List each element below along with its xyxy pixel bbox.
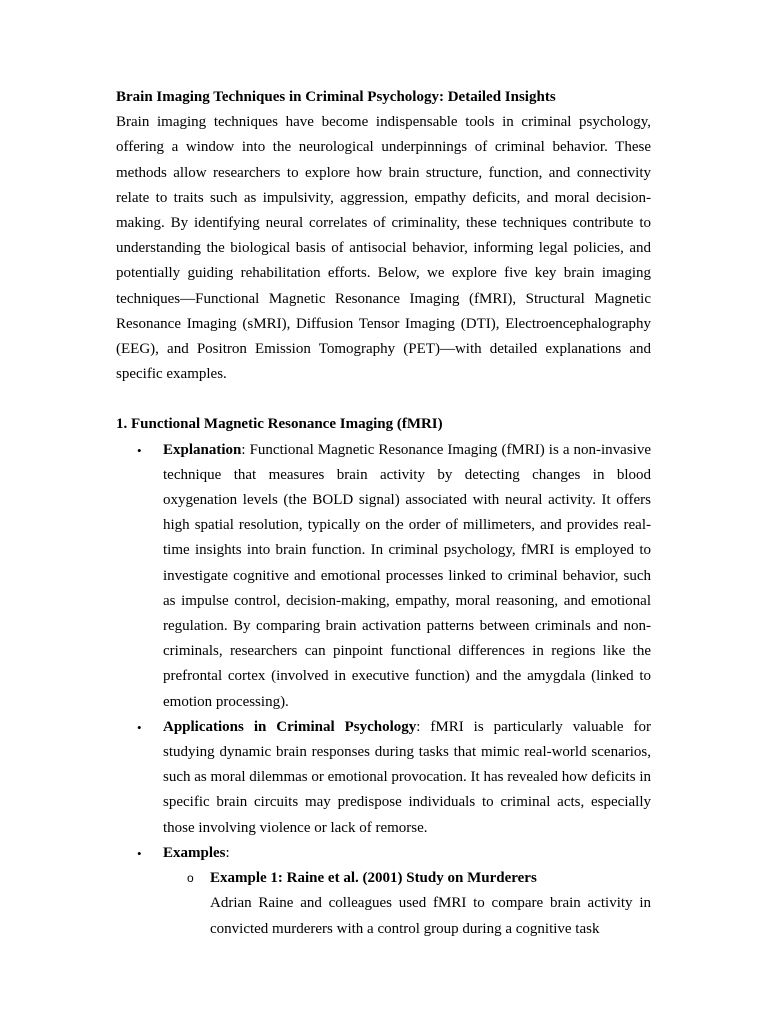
list-item-examples <box>116 841 651 942</box>
document-title: Brain Imaging Techniques in Criminal Psychology: Detailed Insights <box>116 89 556 105</box>
example-1-title: Example 1: Raine et al. (2001) Study on Murderers <box>210 870 537 887</box>
examples-label: Examples <box>163 844 226 861</box>
explanation-text: : Functional Magnetic Resonance Imaging (fMRI) is a non-invasive technique that measures brain activity by detecting changes in blood oxygenation levels (the BOLD signal) associated with neural activity. It offers high spatial resolution, typically on the order of millimeters, and provides real-time insights into brain function. In criminal psychology, fMRI is employed to investigate cognitive and emotional processes linked to criminal behavior, such as impulse control, decision-making, empathy, moral reasoning, and emotional regulation. By comparing brain activation patterns between criminals and non-criminals, researchers can pinpoint functional differences in regions like the prefrontal cortex (involved in executive function) and the amygdala (linked to emotion processing). <box>163 441 651 710</box>
section-heading-fmri: 1. Functional Magnetic Resonance Imaging (fMRI) <box>116 416 443 433</box>
applications-text: : fMRI is particularly valuable for studying dynamic brain responses during tasks that mimic real-world scenarios, such as moral dilemmas or emotional provocation. It has revealed how deficits in specific brain circuits may predispose individuals to criminal acts, especially those involving violence or lack of remorse. <box>163 718 652 836</box>
explanation-label: Explanation <box>163 441 242 458</box>
sub-list-item-example-1 <box>163 866 651 942</box>
document-page <box>116 85 651 942</box>
example-1-body: Adrian Raine and colleagues used fMRI to compare brain activity in convicted murderers with a control group during a cognitive task <box>210 895 651 937</box>
bullet-icon: • <box>137 845 142 861</box>
list-item-explanation <box>116 438 651 715</box>
examples-sub-list <box>163 866 651 942</box>
examples-colon: : <box>225 844 230 861</box>
list-item-applications <box>116 715 651 841</box>
intro-paragraph: Brain imaging techniques have become indispensable tools in criminal psychology, offering a window into the neurological underpinnings of criminal behavior. These methods allow researchers to explore how brain structure, function, and connectivity relate to traits such as impulsivity, aggression, empathy deficits, and moral decision-making. By identifying neural correlates of criminality, these techniques contribute to understanding the biological basis of antisocial behavior, informing legal policies, and potentially guiding rehabilitation efforts. Below, we explore five key brain imaging techniques—Functional Magnetic Resonance Imaging (fMRI), Structural Magnetic Resonance Imaging (sMRI), Diffusion Tensor Imaging (DTI), Electroencephalography (EEG), and Positron Emission Tomography (PET)—with detailed explanations and specific examples. <box>116 114 651 383</box>
circle-bullet-icon: o <box>187 871 194 886</box>
fmri-bullet-list <box>116 438 651 942</box>
bullet-icon: • <box>137 442 142 458</box>
applications-label: Applications in Criminal Psychology <box>163 718 417 735</box>
bullet-icon: • <box>137 719 142 735</box>
